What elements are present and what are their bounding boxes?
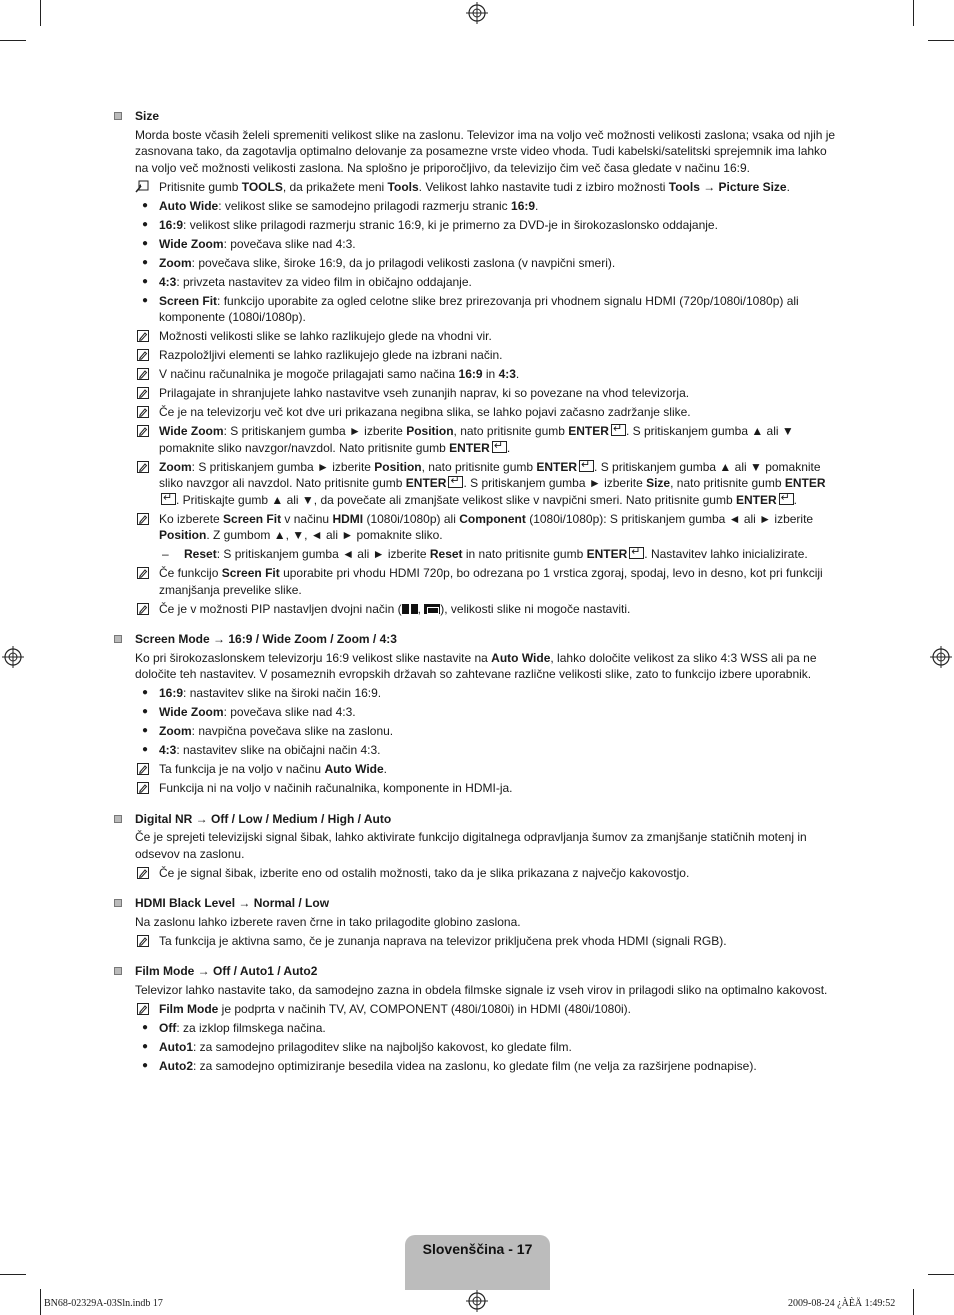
page-number: Slovenščina - 17 xyxy=(422,1241,533,1257)
bullet-icon: ● xyxy=(141,199,149,211)
bullet-icon: ● xyxy=(141,237,149,249)
square-bullet-icon xyxy=(114,635,122,643)
section-heading: Size xyxy=(114,108,842,125)
note-icon xyxy=(137,782,149,794)
pip-inset-icon xyxy=(424,604,440,614)
list-item: ● 4:3: privzeta nastavitev za video film in običajno oddajanje. xyxy=(114,274,842,291)
note-item: Če je v možnosti PIP nastavljen dvojni način ( , ), velikosti slike ni mogoče nastaviti. xyxy=(114,601,842,618)
note-icon xyxy=(137,330,149,342)
section-intro: Ko pri širokozaslonskem televizorju 16:9 velikost slike nastavite na Auto Wide, lahko določite velikost za sliko 4:3 WSS ali pa ne določite teh nastavitev. V posameznih evropskih državah so zahtevane različne velikosti slike, zato to funkcijo izbere uporabnik. xyxy=(135,650,817,681)
square-bullet-icon xyxy=(114,967,122,975)
note-icon xyxy=(137,763,149,775)
bullet-icon: ● xyxy=(141,256,149,268)
section-intro: Če je sprejeti televizijski signal šibak, lahko aktivirate funkcijo digitalnega odpravljanja šumov za zmanjšanje statičnih motenj in odsevov na zaslonu. xyxy=(135,830,807,861)
bullet-icon: ● xyxy=(141,744,149,755)
enter-icon xyxy=(629,547,644,559)
note-icon xyxy=(137,513,149,525)
registration-mark-icon xyxy=(466,2,488,24)
pip-split-icon xyxy=(402,604,418,614)
enter-icon xyxy=(611,424,626,436)
list-item: ● Wide Zoom: povečava slike nad 4:3. xyxy=(114,704,842,721)
bullet-icon: ● xyxy=(141,294,149,306)
crop-mark xyxy=(928,40,954,41)
note-icon xyxy=(137,1003,149,1015)
crop-mark xyxy=(0,40,26,41)
list-item: ● 4:3: nastavitev slike na običajni način 4:3. xyxy=(114,742,842,759)
note-item: Ta funkcija je na voljo v načinu Auto Wide. xyxy=(114,761,842,778)
note-item: Prilagajate in shranjujete lahko nastavitve vseh zunanjih naprav, ki so povezane na vhod televizorja. xyxy=(114,385,842,402)
crop-mark xyxy=(40,0,41,26)
note-icon xyxy=(137,603,149,615)
enter-icon xyxy=(492,441,507,453)
square-bullet-icon xyxy=(114,899,122,907)
list-item: ● Auto1: za samodejno prilagoditev slike na najboljšo kakovost, ko gledate film. xyxy=(114,1039,842,1056)
registration-mark-icon xyxy=(466,1290,488,1312)
bullet-icon: ● xyxy=(141,1021,149,1033)
note-icon xyxy=(137,567,149,579)
list-item: ● Auto Wide: velikost slike se samodejno prilagodi razmerju stranic 16:9. xyxy=(114,198,842,215)
note-item: Funkcija ni na voljo v načinih računalnika, komponente in HDMI-ja. xyxy=(114,780,842,797)
note-item: V načinu računalnika je mogoče prilagajati samo načina 16:9 in 4:3. xyxy=(114,366,842,383)
sub-item: – Reset: S pritiskanjem gumba ◄ ali ► izberite Reset in nato pritisnite gumb ENTER↵ . Nastavitev lahko inicializirate. xyxy=(114,546,842,563)
enter-icon xyxy=(579,460,594,472)
note-icon xyxy=(137,867,149,879)
list-item: ● Zoom: povečava slike, široke 16:9, da jo prilagodi velikosti zaslona (v navpični smeri). xyxy=(114,255,842,272)
bullet-icon: ● xyxy=(141,1040,149,1052)
bullet-icon: ● xyxy=(141,706,149,717)
section-intro: Televizor lahko nastavite tako, da samodejno zazna in obdela filmske signale iz vseh virov in prilagodi sliko na optimalno kakovost. xyxy=(135,982,828,997)
list-item: ● Auto2: za samodejno optimiziranje besedila videa na zaslonu, ko gledate film (ne velja za razširjene podnapise). xyxy=(114,1058,842,1075)
note-icon xyxy=(137,935,149,947)
crop-mark xyxy=(0,1274,26,1275)
section-intro: Na zaslonu lahko izberete raven črne in tako prilagodite globino zaslona. xyxy=(135,914,521,929)
note-item: Če je na televizorju več kot dve uri prikazana negibna slika, se lahko pojavi začasno zadržanje slike. xyxy=(114,404,842,421)
note-icon xyxy=(137,425,149,437)
note-item: Če funkcijo Screen Fit uporabite pri vhodu HDMI 720p, bo odrezana po 1 vrstica zgoraj, spodaj, levo in desno, kot pri funkciji zmanjšanja prevelike slike. xyxy=(114,565,842,598)
bullet-icon: ● xyxy=(141,1059,149,1071)
note-item: Možnosti velikosti slike se lahko razlikujejo glede na vhodni vir. xyxy=(114,328,842,345)
list-item: ● Screen Fit: funkcijo uporabite za ogled celotne slike brez prirezovanja pri vhodnem signalu HDMI (720p/1080i/1080p) ali komponente (1080i/1080p). xyxy=(114,293,842,326)
square-bullet-icon xyxy=(114,112,122,120)
note-item: Zoom: S pritiskanjem gumba ► izberite Position, nato pritisnite gumb ENTER↵ . S pritiskanjem gumba ▲ ali ▼ pomaknite sliko navzgor ali navzdol. Nato pritisnite gumb ENTER↵ . S pritiskanjem gumba ► izberite Size, nato pritisnite gumb ENTER↵. Pritiskajte gumb ▲ ali ▼, da povečate ali zmanjšate velikost slike v navpični smeri. Nato pritisnite gumb ENTER↵ . xyxy=(114,459,842,509)
enter-icon xyxy=(448,476,463,488)
note-item: Razpoložljivi elementi se lahko razlikujejo glede na izbrani način. xyxy=(114,347,842,364)
tools-icon xyxy=(135,180,149,193)
bullet-icon: ● xyxy=(141,725,149,736)
section-heading: Screen Mode → 16:9 / Wide Zoom / Zoom / 4:3 xyxy=(114,631,842,648)
print-date-info: 2009-08-24 ¿ÀÈÄ 1:49:52 xyxy=(788,1298,896,1309)
registration-mark-icon xyxy=(2,646,24,668)
enter-icon xyxy=(779,493,794,505)
note-icon xyxy=(137,349,149,361)
section-film-mode xyxy=(114,963,842,1074)
square-bullet-icon xyxy=(114,815,122,823)
enter-icon xyxy=(161,493,176,505)
list-item: ● Off: za izklop filmskega načina. xyxy=(114,1020,842,1037)
crop-mark xyxy=(928,1274,954,1275)
note-item: Ko izberete Screen Fit v načinu HDMI (1080i/1080p) ali Component (1080i/1080p): S pritiskanjem gumba ◄ ali ► izberite Position. Z gumbom ▲, ▼, ◄ ali ► pomaknite sliko. xyxy=(114,511,842,544)
note-item: Če je signal šibak, izberite eno od ostalih možnosti, tako da je slika prikazana z največjo kakovostjo. xyxy=(114,865,842,882)
crop-mark xyxy=(40,1289,41,1315)
section-heading: Film Mode → Off / Auto1 / Auto2 xyxy=(114,963,842,980)
note-icon xyxy=(137,461,149,473)
note-item: Film Mode je podprta v načinih TV, AV, COMPONENT (480i/1080i) in HDMI (480i/1080i). xyxy=(114,1001,842,1018)
registration-mark-icon xyxy=(930,646,952,668)
section-heading: Digital NR → Off / Low / Medium / High / Auto xyxy=(114,811,842,828)
list-item: ● 16:9: nastavitev slike na široki način 16:9. xyxy=(114,685,842,702)
note-icon xyxy=(137,387,149,399)
list-item: ● 16:9: velikost slike prilagodi razmerju stranic 16:9, ki je primerno za DVD-je in širokozaslonsko oddajanje. xyxy=(114,217,842,234)
print-file-info: BN68-02329A-03Sln.indb 17 xyxy=(44,1298,163,1309)
tools-note: Pritisnite gumb TOOLS, da prikažete meni Tools. Velikost lahko nastavite tudi z izbiro možnosti Tools → Picture Size. xyxy=(114,179,842,196)
list-item: ● Zoom: navpična povečava slike na zaslonu. xyxy=(114,723,842,740)
bullet-icon: ● xyxy=(141,218,149,230)
list-item: ● Wide Zoom: povečava slike nad 4:3. xyxy=(114,236,842,253)
crop-mark xyxy=(913,1289,914,1315)
bullet-icon: ● xyxy=(141,275,149,287)
section-size xyxy=(114,108,842,617)
note-icon xyxy=(137,368,149,380)
note-icon xyxy=(137,406,149,418)
section-hdmi-black-level xyxy=(114,895,842,949)
section-heading: HDMI Black Level → Normal / Low xyxy=(114,895,842,912)
note-item: Wide Zoom: S pritiskanjem gumba ► izberite Position, nato pritisnite gumb ENTER↵ . S pritiskanjem gumba ▲ ali ▼ pomaknite sliko navzgor/navzdol. Nato pritisnite gumb ENTER↵ . xyxy=(114,423,842,456)
bullet-icon: ● xyxy=(141,687,149,698)
note-item: Ta funkcija je aktivna samo, če je zunanja naprava na televizor priključena prek vhoda HDMI (signali RGB). xyxy=(114,933,842,950)
crop-mark xyxy=(913,0,914,26)
manual-content xyxy=(114,108,842,1083)
section-digital-nr xyxy=(114,811,842,882)
section-screen-mode xyxy=(114,631,842,797)
section-intro: Morda boste včasih želeli spremeniti velikost slike na zaslonu. Televizor ima na voljo več možnosti velikosti zaslona; vsaka od njih je zasnovana tako, da zagotavlja optimalno delovanje za posamezne vrste video vhoda. Tudi kabelski/satelitski sprejemnik ima lahko na voljo več možnosti velikosti zaslona. Na splošno je priporočljivo, da televizijo čim več časa gledate v načinu 16:9. xyxy=(135,127,836,175)
